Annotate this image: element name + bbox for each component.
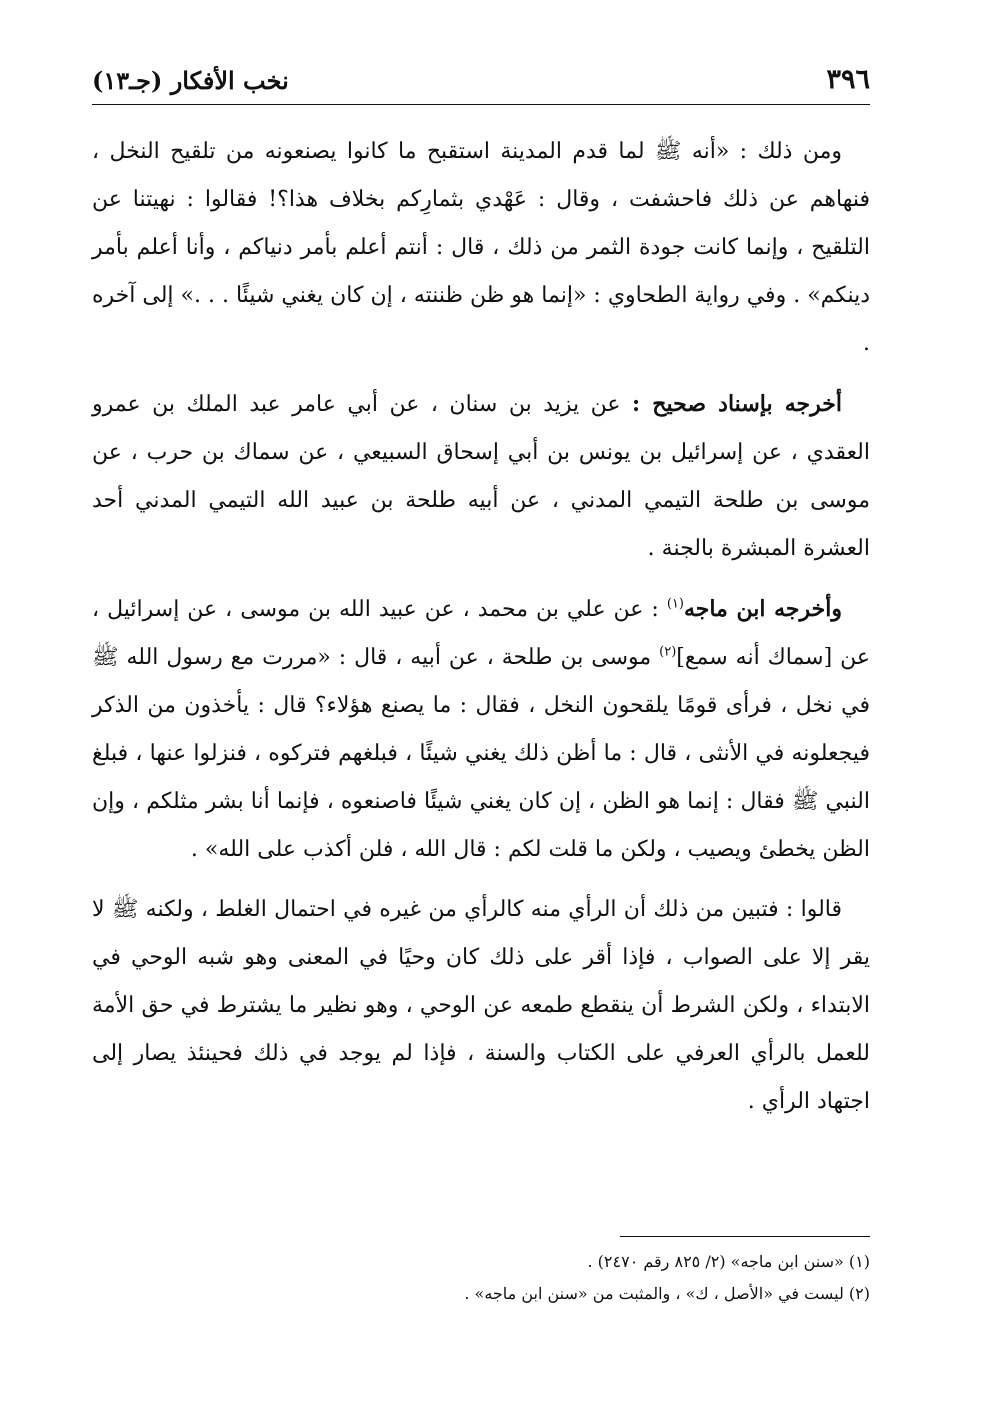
header-rule: [92, 104, 870, 105]
paragraph-3-text-a: : عن علي بن محمد ، عن عبيد الله بن موسى ، عن إسرائيل ، عن [سماك أنه سمع]: [92, 597, 870, 670]
paragraph-1: ومن ذلك : «أنه ﷺ لما قدم المدينة استقبح ما كانوا يصنعونه من تلقيح النخل ، فنهاهم عن ذلك فاحشفت ، وقال : عَهْدي بثمارِكم بخلاف هذا؟! فقالوا : نهيتنا عن التلقيح ، وإنما كانت جودة الثمر من ذلك ، قال : أنتم أعلم بأمر دنياكم ، وأنا أعلم بأمر دينكم» . وفي رواية الطحاوي : «إنما هو ظن ظننته ، إن كان يغني شيئًا . . .» إلى آخره .: [92, 139, 870, 356]
paragraph-2-text: عن يزيد بن سنان ، عن أبي عامر عبد الملك بن عمرو العقدي ، عن إسرائيل بن يونس بن أبي إسحاق السبيعي ، عن سماك بن حرب ، عن موسى بن طلحة التيمي المدني ، عن أبيه طلحة بن عبيد الله التيمي المدني أحد العشرة المبشرة بالجنة .: [92, 392, 870, 561]
footnote-ref-1: (١): [666, 596, 684, 612]
paragraph-2-lead: أخرجه بإسناد صحيح :: [632, 391, 842, 417]
footnote-rule: [620, 1236, 870, 1237]
footnote-2: (٢) ليست في «الأصل ، ك» ، والمثبت من «سنن ابن ماجه» .: [464, 1284, 870, 1303]
main-text: [92, 128, 870, 1138]
footnotes: [92, 1246, 870, 1310]
paragraph-3-lead: وأخرجه ابن ماجه: [683, 596, 842, 622]
paragraph-3: [92, 585, 870, 874]
running-title: نخب الأفكار (جـ١٣): [92, 66, 289, 95]
footnote-ref-2: (٢): [659, 644, 677, 660]
footnote-1: (١) «سنن ابن ماجه» (٢/ ٨٢٥ رقم ٢٤٧٠) .: [587, 1252, 870, 1271]
page-number: ٣٩٦: [826, 64, 870, 95]
paragraph-4: قالوا : فتبين من ذلك أن الرأي منه كالرأي من غيره في احتمال الغلط ، ولكنه ﷺ لا يقر إلا على الصواب ، فإذا أقر على ذلك كان وحيًا في المعنى وهو شبه الوحي في الابتداء ، ولكن الشرط أن ينقطع طمعه عن الوحي ، وهو نظير ما يشترط في حق الأمة للعمل بالرأي العرفي على الكتاب والسنة ، فإذا لم يوجد في ذلك فحينئذ يصار إلى اجتهاد الرأي .: [92, 897, 870, 1114]
page-header: [92, 62, 870, 102]
paragraph-2: [92, 380, 870, 573]
paragraph-3-text-b: موسى بن طلحة ، عن أبيه ، قال : «مررت مع رسول الله ﷺ في نخل ، فرأى قومًا يلقحون النخل ، فقال : ما يصنع هؤلاء؟ قال : يأخذون من الذكر فيجعلونه في الأنثى ، قال : ما أظن ذلك يغني شيئًا ، فبلغهم فتركوه ، فنزلوا عنها ، فبلغ النبي ﷺ فقال : إنما هو الظن ، إن كان يغني شيئًا فاصنعوه ، فإنما أنا بشر مثلكم ، وإن الظن يخطئ ويصيب ، ولكن ما قلت لكم : قال الله ، فلن أكذب على الله» .: [92, 645, 870, 862]
